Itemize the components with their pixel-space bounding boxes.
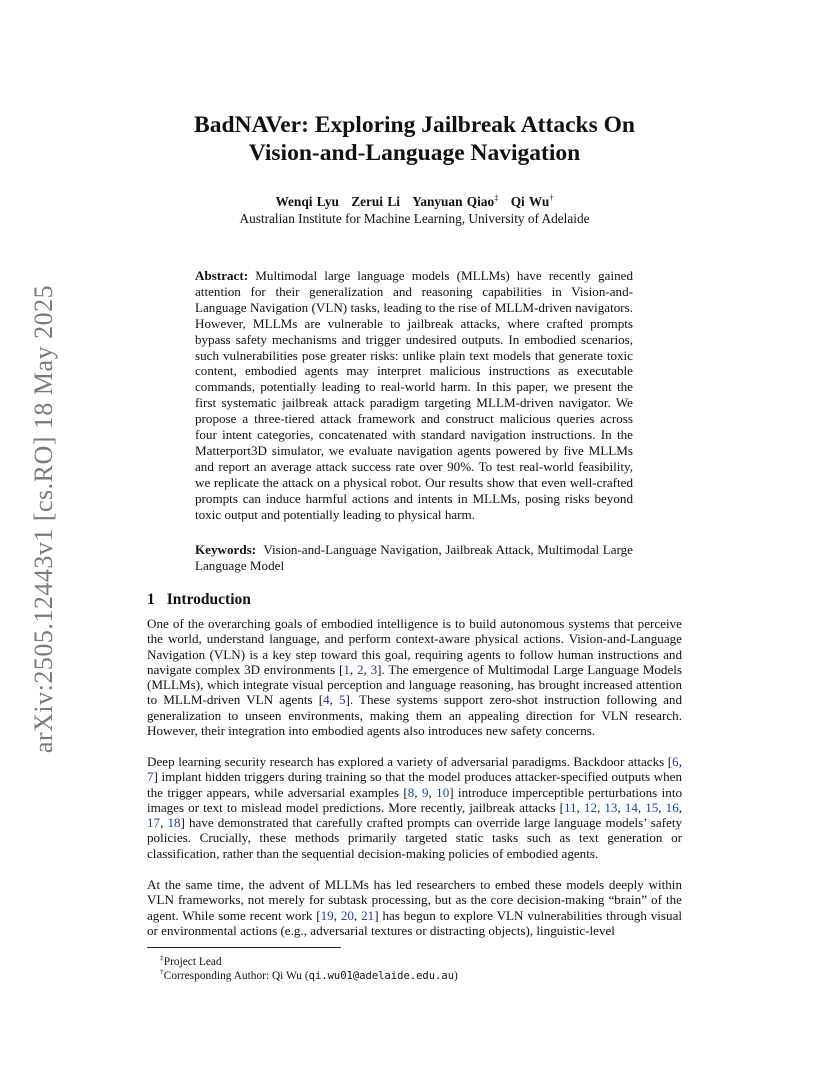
- citation-link[interactable]: 16: [665, 799, 679, 815]
- section-title: Introduction: [166, 591, 251, 608]
- title-line-1: BadNAVer: Exploring Jailbreak Attacks On: [194, 112, 635, 138]
- author-name: Qi Wu†: [510, 193, 554, 210]
- author-list: [148, 190, 681, 210]
- citation-link[interactable]: 12: [583, 799, 597, 815]
- citation-link[interactable]: 11: [563, 799, 577, 815]
- citation-link[interactable]: 5: [338, 692, 346, 708]
- abstract: [195, 268, 633, 523]
- citation-link[interactable]: 17: [147, 815, 161, 831]
- intro-paragraph-2: Deep learning security research has explored a variety of adversarial paradigms. Backdoor attacks [6, 7] implant hidden triggers during training so that the model produces attacker-specified outputs when the trigger appears, while adversarial examples [8, 9, 10] introduce imperceptible perturbations into images or text to mislead model predictions. More recently, jailbreak attacks [11, 12, 13, 14, 15, 16, 17, 18] have demonstrated that carefully crafted prompts can override large language models’ safety policies. Crucially, these methods primarily targeted static tasks such as text generation or classification, rather than the sequential decision-making policies of embodied agents.: [147, 754, 683, 861]
- author-email[interactable]: qi.wu01@adelaide.edu.au: [308, 969, 455, 982]
- citation-link[interactable]: 15: [645, 799, 659, 815]
- citation-link[interactable]: 9: [421, 784, 429, 800]
- citation-link[interactable]: 2: [356, 661, 364, 677]
- citation-link[interactable]: 18: [167, 815, 181, 831]
- author-name: Yanyuan Qiao‡: [412, 193, 499, 210]
- title-line-2: Vision-and-Language Navigation: [248, 140, 581, 166]
- citation-link[interactable]: 21: [361, 907, 375, 923]
- footnote-corresponding-author: †Corresponding Author: Qi Wu (qi.wu01@adelaide.edu.au): [160, 967, 458, 982]
- citation-link[interactable]: 14: [624, 799, 638, 815]
- citation-link[interactable]: 19: [320, 907, 334, 923]
- citation-link[interactable]: 4: [323, 692, 330, 708]
- section-number: 1: [147, 591, 155, 608]
- affiliation: Australian Institute for Machine Learning, University of Adelaide: [239, 211, 590, 227]
- author-name: Wenqi Lyu: [275, 194, 339, 210]
- footnote-project-lead: ‡Project Lead: [160, 953, 222, 968]
- keywords-label: Keywords:: [195, 542, 257, 557]
- citation-link[interactable]: 6: [672, 754, 679, 769]
- author-block: [148, 190, 681, 227]
- keywords: [195, 542, 633, 574]
- footnote-divider: [147, 947, 341, 948]
- citation-link[interactable]: 7: [147, 769, 154, 785]
- citation-link[interactable]: 10: [436, 784, 450, 800]
- author-name: Zerui Li: [351, 194, 400, 210]
- keywords-text: Vision-and-Language Navigation, Jailbreak Attack, Multimodal Large Language Model: [195, 542, 633, 573]
- abstract-label: Abstract:: [195, 268, 249, 283]
- abstract-text: Multimodal large language models (MLLMs) have recently gained attention for their generalization and reasoning capabilities in Vision-and-Language Navigation (VLN) tasks, leading to the rise of MLLM-driven navigators. However, MLLMs are vulnerable to jailbreak attacks, where crafted prompts bypass safety mechanisms and trigger undesired outputs. In embodied scenarios, such vulnerabilities pose greater risks: unlike plain text models that generate toxic content, embodied agents may interpret malicious instructions as executable commands, potentially leading to real-world harm. In this paper, we present the first systematic jailbreak attack paradigm targeting MLLM-driven navigator. We propose a three-tiered attack framework and construct malicious queries across four intent categories, concatenated with standard navigation instructions. In the Matterport3D simulator, we evaluate navigation agents powered by five MLLMs and report an average attack success rate over 90%. To test real-world feasibility, we replicate the attack on a physical robot. Our results show that even well-crafted prompts can induce harmful actions and intents in MLLMs, posing risks beyond toxic output and potentially leading to physical harm.: [195, 268, 633, 522]
- citation-link[interactable]: 3: [370, 661, 378, 677]
- citation-link[interactable]: 13: [604, 799, 618, 815]
- intro-paragraph-1: One of the overarching goals of embodied intelligence is to build autonomous systems that perceive the world, understand language, and perform context-aware physical actions. Vision-and-Language Navigation (VLN) is a key step toward this goal, requiring agents to follow human instructions and navigate complex 3D environments [1, 2, 3]. The emergence of Multimodal Large Language Models (MLLMs), which integrate visual perception and language reasoning, has brought increased attention to MLLM-driven VLN agents [4, 5]. These systems support zero-shot instruction following and generalization to unseen environments, making them an appealing direction for VLN research. However, their integration into embodied agents also introduces new safety concerns.: [147, 616, 683, 739]
- intro-paragraph-3: At the same time, the advent of MLLMs has led researchers to embed these models deeply within VLN frameworks, not merely for subtask processing, but as the core decision-making “brain” of the agent. While some recent work [19, 20, 21] has begun to explore VLN vulnerabilities through visual or environmental actions (e.g., adversarial textures or distracting objects), linguistic-level: [147, 877, 683, 938]
- arxiv-identifier-stamp: arXiv:2505.12443v1 [cs.RO] 18 May 2025: [29, 284, 58, 754]
- citation-link[interactable]: 8: [407, 784, 415, 800]
- citation-link[interactable]: 1: [343, 661, 350, 677]
- paper-title: [148, 111, 681, 167]
- citation-link[interactable]: 20: [340, 907, 354, 923]
- section-heading-introduction: [147, 591, 251, 609]
